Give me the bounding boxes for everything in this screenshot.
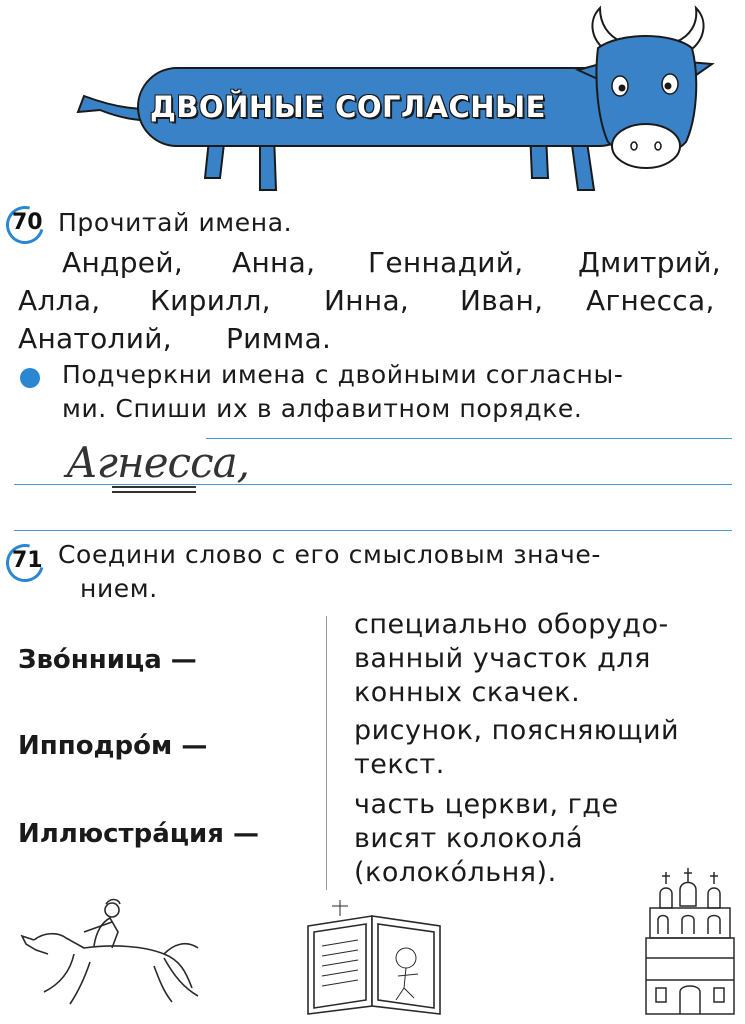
name-item: Андрей, bbox=[62, 246, 184, 279]
task-70-number-badge bbox=[6, 206, 42, 242]
writing-line bbox=[206, 438, 732, 439]
meaning-line: висят колокола́ bbox=[354, 823, 584, 854]
meaning-item bbox=[354, 788, 619, 890]
section-title: ДВОЙНЫЕ СОГЛАСНЫЕ bbox=[150, 90, 546, 124]
horse-rider-icon bbox=[14, 892, 204, 1016]
task-71-instruction-line-2: нием. bbox=[80, 574, 158, 603]
task-70-instruction: Прочитай имена. bbox=[58, 208, 293, 237]
name-item: Геннадий, bbox=[368, 246, 524, 279]
writing-line bbox=[14, 530, 732, 531]
meaning-line: текст. bbox=[354, 749, 445, 780]
name-item: Дмитрий, bbox=[578, 246, 721, 279]
subtask-line-2: ми. Спиши их в алфавитном порядке. bbox=[62, 394, 583, 423]
word-item: Ипподро́м — bbox=[18, 731, 208, 761]
name-item: Анатолий, bbox=[18, 322, 172, 355]
word-item: Зво́нница — bbox=[18, 645, 197, 675]
meaning-line: ванный участок для bbox=[354, 643, 651, 674]
column-divider bbox=[326, 616, 327, 890]
meaning-line: специально оборудо- bbox=[354, 609, 669, 640]
task-71-instruction-line-1: Соедини слово с его смысловым значе- bbox=[58, 540, 602, 569]
name-item: Римма. bbox=[226, 322, 332, 355]
subtask-line-1: Подчеркни имена с двойными согласны- bbox=[62, 360, 624, 389]
answer-double-underline bbox=[112, 491, 196, 493]
meaning-line: конных скачек. bbox=[354, 677, 581, 708]
name-item: Инна, bbox=[324, 284, 410, 317]
answer-underline bbox=[112, 486, 196, 488]
meaning-item bbox=[354, 714, 679, 782]
meaning-line: (колоко́льня). bbox=[354, 857, 557, 888]
meaning-line: часть церкви, где bbox=[354, 789, 619, 820]
church-belfry-icon bbox=[636, 868, 740, 1016]
handwritten-answer: Агнесса, bbox=[66, 438, 249, 487]
name-item: Алла, bbox=[18, 284, 101, 317]
name-item: Агнесса, bbox=[586, 284, 715, 317]
name-item: Иван, bbox=[460, 284, 544, 317]
meaning-line: рисунок, поясняющий bbox=[354, 715, 680, 746]
word-item: Иллюстра́ция — bbox=[18, 819, 259, 849]
task-71-number-badge bbox=[6, 544, 42, 580]
illustrated-book-icon bbox=[300, 896, 448, 1016]
meaning-item bbox=[354, 608, 669, 710]
subtask-bullet-icon bbox=[20, 368, 40, 388]
name-item: Кирилл, bbox=[150, 284, 271, 317]
task-70-number: 70 bbox=[12, 210, 43, 235]
task-71-number: 71 bbox=[12, 548, 43, 573]
name-item: Анна, bbox=[232, 246, 316, 279]
